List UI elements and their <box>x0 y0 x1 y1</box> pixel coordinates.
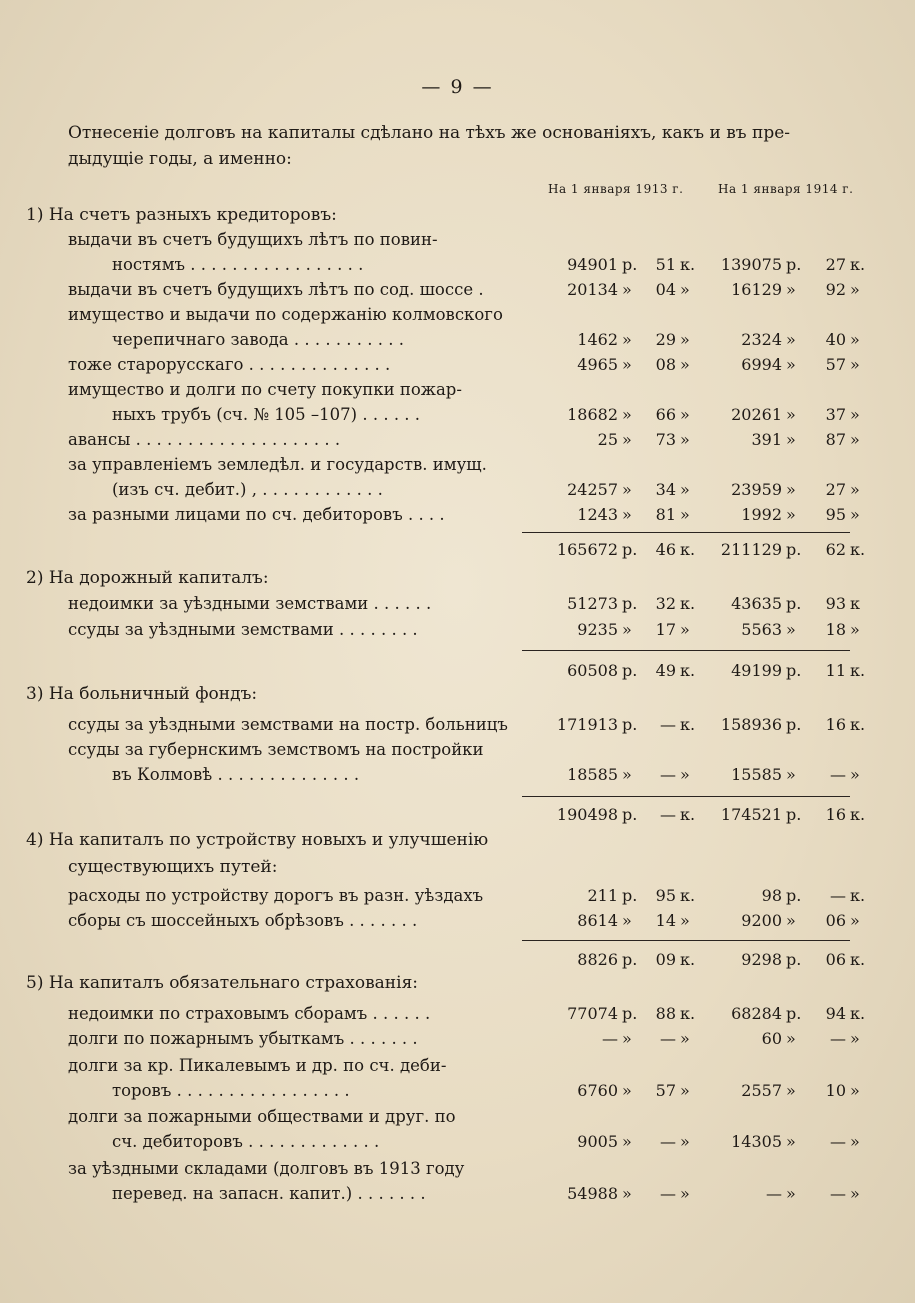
amount-kopecks: 17 <box>655 620 676 639</box>
amount-rubles: 49199 <box>731 661 782 680</box>
amount-rubles: 165672 <box>556 540 618 559</box>
section-title: 4) На капиталъ по устройству новыхъ и улучшенію <box>26 830 489 850</box>
amount-rubles: 4965 <box>577 355 618 374</box>
amount-rubles: 24257 <box>567 480 618 499</box>
kopecks-unit: » <box>680 1184 690 1203</box>
rubles-unit: » <box>786 1029 796 1048</box>
kopecks-unit: » <box>850 330 860 349</box>
amount-rubles: 6994 <box>741 355 782 374</box>
kopecks-unit: к. <box>850 1004 866 1023</box>
rubles-unit: » <box>786 430 796 449</box>
amount-rubles: 171913 <box>556 715 618 734</box>
rubles-unit: » <box>786 355 796 374</box>
amount-kopecks: 16 <box>825 715 846 734</box>
amount-kopecks: 87 <box>825 430 846 449</box>
rubles-unit: » <box>622 765 632 784</box>
amount-rubles: 68284 <box>731 1004 782 1023</box>
row-label: за управленіемъ земледѣл. и государств. имущ. <box>68 455 487 474</box>
kopecks-unit: » <box>850 765 860 784</box>
kopecks-unit: к. <box>680 255 696 274</box>
amount-rubles: 43635 <box>731 594 782 613</box>
rubles-unit: р. <box>622 715 638 734</box>
amount-rubles: 15585 <box>731 765 782 784</box>
rubles-unit: р. <box>786 950 802 969</box>
amount-rubles: 60508 <box>567 661 618 680</box>
amount-kopecks: 57 <box>825 355 846 374</box>
intro-line-2: дыдущіе годы, а именно: <box>68 149 292 169</box>
kopecks-unit: » <box>850 1184 860 1203</box>
amount-kopecks: 29 <box>655 330 676 349</box>
rubles-unit: р. <box>786 661 802 680</box>
rubles-unit: р. <box>786 805 802 824</box>
amount-kopecks: 34 <box>655 480 676 499</box>
row-label: перевед. на запасн. капит.) . . . . . . . <box>112 1184 426 1203</box>
amount-kopecks: — <box>660 1184 676 1203</box>
row-label: тоже старорусскаго . . . . . . . . . . . . . . <box>68 355 391 374</box>
amount-rubles: 391 <box>751 430 782 449</box>
amount-rubles: 77074 <box>567 1004 618 1023</box>
amount-rubles: 20134 <box>567 280 618 299</box>
rubles-unit: » <box>622 405 632 424</box>
total-rule <box>522 650 850 651</box>
kopecks-unit: к. <box>680 1004 696 1023</box>
amount-rubles: 211129 <box>720 540 782 559</box>
amount-rubles: 9005 <box>577 1132 618 1151</box>
rubles-unit: р. <box>622 540 638 559</box>
amount-kopecks: 27 <box>825 480 846 499</box>
amount-rubles: 8826 <box>577 950 618 969</box>
amount-kopecks: 88 <box>655 1004 676 1023</box>
amount-rubles: 2557 <box>741 1081 782 1100</box>
row-label: долги за кр. Пикалевымъ и др. по сч. деби- <box>68 1056 447 1075</box>
row-label: ссуды за губернскимъ земствомъ на постройки <box>68 740 484 759</box>
kopecks-unit: » <box>850 430 860 449</box>
row-label: въ Колмовѣ . . . . . . . . . . . . . . <box>112 765 360 784</box>
rubles-unit: р. <box>622 886 638 905</box>
row-label: выдачи въ счетъ будущихъ лѣтъ по повин- <box>68 230 438 249</box>
rubles-unit: р. <box>622 1004 638 1023</box>
amount-rubles: 6760 <box>577 1081 618 1100</box>
amount-kopecks: 94 <box>825 1004 846 1023</box>
kopecks-unit: к. <box>680 805 696 824</box>
rubles-unit: р. <box>786 594 802 613</box>
rubles-unit: » <box>622 1081 632 1100</box>
rubles-unit: » <box>622 911 632 930</box>
column-header-1914: На 1 января 1914 г. <box>718 182 854 196</box>
row-label: за разными лицами по сч. дебиторовъ . . . . <box>68 505 445 524</box>
rubles-unit: р. <box>786 886 802 905</box>
rubles-unit: » <box>786 765 796 784</box>
kopecks-unit: к. <box>680 715 696 734</box>
kopecks-unit: к. <box>850 255 866 274</box>
column-header-1913: На 1 января 1913 г. <box>548 182 684 196</box>
amount-kopecks: 16 <box>825 805 846 824</box>
row-label: сч. дебиторовъ . . . . . . . . . . . . . <box>112 1132 380 1151</box>
amount-kopecks: — <box>830 765 846 784</box>
amount-kopecks: 14 <box>655 911 676 930</box>
row-label: долги по пожарнымъ убыткамъ . . . . . . . <box>68 1029 418 1048</box>
kopecks-unit: к. <box>850 661 866 680</box>
amount-kopecks: 66 <box>655 405 676 424</box>
amount-rubles: 23959 <box>731 480 782 499</box>
amount-rubles: 18682 <box>567 405 618 424</box>
amount-rubles: 1243 <box>577 505 618 524</box>
kopecks-unit: » <box>680 480 690 499</box>
amount-kopecks: — <box>830 1184 846 1203</box>
amount-kopecks: 08 <box>655 355 676 374</box>
kopecks-unit: к. <box>680 950 696 969</box>
rubles-unit: » <box>786 280 796 299</box>
row-label: имущество и долги по счету покупки пожар- <box>68 380 462 399</box>
rubles-unit: р. <box>786 255 802 274</box>
kopecks-unit: к. <box>680 540 696 559</box>
rubles-unit: » <box>786 1132 796 1151</box>
amount-rubles: 54988 <box>567 1184 618 1203</box>
section-title: 3) На больничный фондъ: <box>26 684 258 704</box>
kopecks-unit: » <box>680 330 690 349</box>
amount-kopecks: 49 <box>655 661 676 680</box>
row-label: ссуды за уѣздными земствами на постр. больницъ <box>68 715 508 734</box>
kopecks-unit: к. <box>680 594 696 613</box>
rubles-unit: » <box>786 330 796 349</box>
amount-kopecks: 51 <box>655 255 676 274</box>
amount-kopecks: — <box>830 886 846 905</box>
amount-kopecks: 18 <box>825 620 846 639</box>
total-rule <box>522 532 850 533</box>
kopecks-unit: » <box>680 1132 690 1151</box>
amount-rubles: 98 <box>761 886 782 905</box>
amount-rubles: 1992 <box>741 505 782 524</box>
amount-rubles: 60 <box>761 1029 782 1048</box>
kopecks-unit: к. <box>850 715 866 734</box>
rubles-unit: » <box>786 911 796 930</box>
rubles-unit: р. <box>622 950 638 969</box>
amount-kopecks: 57 <box>655 1081 676 1100</box>
amount-rubles: 51273 <box>567 594 618 613</box>
amount-rubles: 9200 <box>741 911 782 930</box>
amount-kopecks: 10 <box>825 1081 846 1100</box>
amount-kopecks: — <box>660 1132 676 1151</box>
row-label: ностямъ . . . . . . . . . . . . . . . . . <box>112 255 364 274</box>
kopecks-unit: к. <box>850 886 866 905</box>
rubles-unit: р. <box>622 594 638 613</box>
amount-kopecks: 27 <box>825 255 846 274</box>
amount-rubles: 211 <box>587 886 618 905</box>
kopecks-unit: к. <box>850 950 866 969</box>
kopecks-unit: к. <box>680 886 696 905</box>
rubles-unit: р. <box>622 255 638 274</box>
amount-kopecks: — <box>660 715 676 734</box>
row-label: торовъ . . . . . . . . . . . . . . . . . <box>112 1081 350 1100</box>
rubles-unit: » <box>622 280 632 299</box>
total-rule <box>522 796 850 797</box>
rubles-unit: р. <box>786 1004 802 1023</box>
rubles-unit: » <box>622 1132 632 1151</box>
kopecks-unit: к <box>850 594 860 613</box>
row-label: расходы по устройству дорогъ въ разн. уѣздахъ <box>68 886 484 905</box>
amount-kopecks: 93 <box>825 594 846 613</box>
row-label: выдачи въ счетъ будущихъ лѣтъ по сод. шоссе . <box>68 280 484 299</box>
kopecks-unit: » <box>850 355 860 374</box>
section-title: 2) На дорожный капиталъ: <box>26 568 269 588</box>
kopecks-unit: » <box>850 1132 860 1151</box>
row-label: ныхъ трубъ (сч. № 105 –107) . . . . . . <box>112 405 421 424</box>
kopecks-unit: к. <box>850 540 866 559</box>
rubles-unit: » <box>786 505 796 524</box>
row-label: недоимки по страховымъ сборамъ . . . . . . <box>68 1004 431 1023</box>
amount-rubles: 20261 <box>731 405 782 424</box>
section-title-continued: существующихъ путей: <box>68 857 278 877</box>
kopecks-unit: » <box>850 505 860 524</box>
kopecks-unit: » <box>850 1029 860 1048</box>
kopecks-unit: » <box>850 405 860 424</box>
kopecks-unit: » <box>680 280 690 299</box>
rubles-unit: р. <box>786 540 802 559</box>
amount-kopecks: 06 <box>825 911 846 930</box>
amount-rubles: — <box>602 1029 618 1048</box>
amount-rubles: 5563 <box>741 620 782 639</box>
kopecks-unit: » <box>680 765 690 784</box>
amount-rubles: 158936 <box>720 715 782 734</box>
amount-kopecks: 40 <box>825 330 846 349</box>
amount-kopecks: 95 <box>825 505 846 524</box>
amount-kopecks: 95 <box>655 886 676 905</box>
page-number: — 9 — <box>421 76 494 98</box>
rubles-unit: » <box>622 505 632 524</box>
amount-rubles: 25 <box>597 430 618 449</box>
rubles-unit: р. <box>622 805 638 824</box>
amount-kopecks: 11 <box>825 661 846 680</box>
amount-kopecks: — <box>830 1132 846 1151</box>
amount-rubles: 9235 <box>577 620 618 639</box>
amount-kopecks: 09 <box>655 950 676 969</box>
kopecks-unit: » <box>680 430 690 449</box>
amount-rubles: 9298 <box>741 950 782 969</box>
row-label: имущество и выдачи по содержанію колмовского <box>68 305 503 324</box>
rubles-unit: » <box>622 1029 632 1048</box>
intro-line-1: Отнесеніе долговъ на капиталы сдѣлано на тѣхъ же основаніяхъ, какъ и въ пре- <box>68 123 791 143</box>
amount-rubles: 1462 <box>577 330 618 349</box>
kopecks-unit: » <box>850 480 860 499</box>
amount-rubles: 174521 <box>720 805 782 824</box>
kopecks-unit: » <box>680 1029 690 1048</box>
kopecks-unit: » <box>680 1081 690 1100</box>
kopecks-unit: к. <box>850 805 866 824</box>
kopecks-unit: » <box>850 1081 860 1100</box>
amount-kopecks: 73 <box>655 430 676 449</box>
amount-rubles: 94901 <box>567 255 618 274</box>
total-rule <box>522 940 850 941</box>
section-title: 1) На счетъ разныхъ кредиторовъ: <box>26 205 337 225</box>
rubles-unit: р. <box>786 715 802 734</box>
amount-kopecks: 62 <box>825 540 846 559</box>
rubles-unit: » <box>622 330 632 349</box>
rubles-unit: » <box>622 620 632 639</box>
rubles-unit: » <box>786 620 796 639</box>
row-label: черепичнаго завода . . . . . . . . . . . <box>112 330 405 349</box>
amount-rubles: 8614 <box>577 911 618 930</box>
rubles-unit: » <box>622 430 632 449</box>
amount-kopecks: 92 <box>825 280 846 299</box>
rubles-unit: » <box>622 480 632 499</box>
rubles-unit: » <box>786 1184 796 1203</box>
amount-rubles: 16129 <box>731 280 782 299</box>
amount-rubles: 18585 <box>567 765 618 784</box>
amount-rubles: — <box>766 1184 782 1203</box>
rubles-unit: р. <box>622 661 638 680</box>
amount-kopecks: — <box>660 1029 676 1048</box>
kopecks-unit: » <box>680 355 690 374</box>
amount-kopecks: 81 <box>655 505 676 524</box>
amount-kopecks: 37 <box>825 405 846 424</box>
row-label: ссуды за уѣздными земствами . . . . . . . . <box>68 620 418 639</box>
row-label: за уѣздными складами (долговъ въ 1913 году <box>68 1159 465 1178</box>
kopecks-unit: » <box>680 620 690 639</box>
rubles-unit: » <box>622 355 632 374</box>
kopecks-unit: » <box>680 911 690 930</box>
row-label: недоимки за уѣздными земствами . . . . . . <box>68 594 432 613</box>
row-label: авансы . . . . . . . . . . . . . . . . . . . . <box>68 430 341 449</box>
kopecks-unit: » <box>680 505 690 524</box>
section-title: 5) На капиталъ обязательнаго страхованія: <box>26 973 419 993</box>
kopecks-unit: » <box>850 280 860 299</box>
row-label: (изъ сч. дебит.) , . . . . . . . . . . . . <box>112 480 383 499</box>
amount-kopecks: — <box>830 1029 846 1048</box>
amount-kopecks: 06 <box>825 950 846 969</box>
amount-rubles: 139075 <box>720 255 782 274</box>
row-label: сборы съ шоссейныхъ обрѣзовъ . . . . . . . <box>68 911 418 930</box>
amount-kopecks: 46 <box>655 540 676 559</box>
amount-rubles: 2324 <box>741 330 782 349</box>
kopecks-unit: » <box>680 405 690 424</box>
amount-kopecks: — <box>660 805 676 824</box>
kopecks-unit: к. <box>680 661 696 680</box>
rubles-unit: » <box>786 405 796 424</box>
rubles-unit: » <box>786 1081 796 1100</box>
rubles-unit: » <box>786 480 796 499</box>
amount-kopecks: 32 <box>655 594 676 613</box>
kopecks-unit: » <box>850 620 860 639</box>
row-label: долги за пожарными обществами и друг. по <box>68 1107 456 1126</box>
amount-rubles: 190498 <box>556 805 618 824</box>
rubles-unit: » <box>622 1184 632 1203</box>
kopecks-unit: » <box>850 911 860 930</box>
amount-rubles: 14305 <box>731 1132 782 1151</box>
amount-kopecks: — <box>660 765 676 784</box>
amount-kopecks: 04 <box>655 280 676 299</box>
